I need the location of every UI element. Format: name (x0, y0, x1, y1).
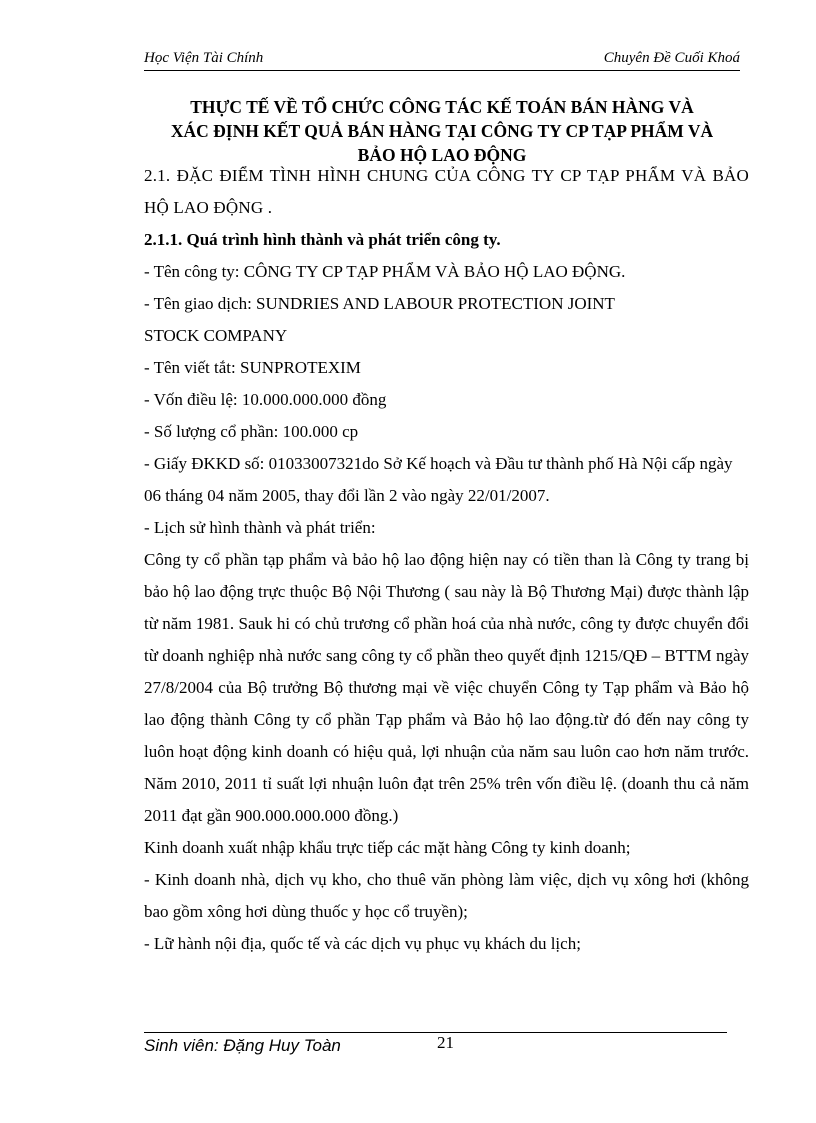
business-license-line: - Giấy ĐKKD số: 01033007321do Sở Kế hoạch và Đầu tư thành phố Hà Nội cấp ngày 06 tháng 04 năm 2005, thay đổi lần 2 vào ngày 22/01/2007. (144, 454, 733, 505)
page-header (144, 48, 740, 70)
page-number: 21 (437, 1033, 454, 1052)
business-line-1: Kinh doanh xuất nhập khẩu trực tiếp các mặt hàng Công ty kinh doanh; (144, 838, 631, 857)
charter-capital-line: - Vốn điều lệ: 10.000.000.000 đồng (144, 390, 387, 409)
subsection-heading: 2.1.1. Quá trình hình thành và phát triển công ty. (144, 230, 501, 249)
business-line-3: - Lữ hành nội địa, quốc tế và các dịch vụ phục vụ khách du lịch; (144, 934, 581, 953)
chapter-title-line-2: XÁC ĐỊNH KẾT QUẢ BÁN HÀNG TẠI CÔNG TY CP TẠP PHẨM VÀ (170, 121, 714, 141)
body-text (144, 160, 749, 960)
trade-name-line: - Tên giao dịch: SUNDRIES AND LABOUR PROTECTION JOINT STOCK COMPANY (144, 294, 615, 345)
chapter-title-line-1: THỰC TẾ VỀ TỔ CHỨC CÔNG TÁC KẾ TOÁN BÁN HÀNG VÀ (190, 97, 694, 117)
header-institution: Học Viện Tài Chính (144, 50, 264, 66)
shares-line: - Số lượng cổ phần: 100.000 cp (144, 422, 359, 441)
abbreviation-line: - Tên viết tắt: SUNPROTEXIM (144, 358, 361, 377)
footer-divider (144, 1032, 727, 1033)
footer-student-name: Sinh viên: Đặng Huy Toàn (144, 1036, 341, 1055)
header-divider (144, 70, 740, 71)
header-document-type: Chuyên Đề Cuối Khoá (603, 50, 740, 66)
chapter-title (144, 95, 740, 167)
business-line-2: - Kinh doanh nhà, dịch vụ kho, cho thuê văn phòng làm việc, dịch vụ xông hơi (không bao gồm xông hơi dùng thuốc y học cổ truyền); (144, 870, 749, 921)
history-paragraph: Công ty cổ phần tạp phẩm và bảo hộ lao động hiện nay có tiền than là Công ty trang bị bảo hộ lao động trực thuộc Bộ Nội Thương ( sau này là Bộ Thương Mại) được thành lập từ năm 1981. Sauk hi có chủ trương cổ phần hoá của nhà nước, công ty được chuyển đổi từ doanh nghiệp nhà nước sang công ty cổ phần theo quyết định 1215/QĐ – BTTM ngày 27/8/2004 của Bộ trưởng Bộ thương mại về việc chuyển Công ty Tạp phẩm và Bảo hộ lao động thành Công ty cổ phần Tạp phẩm và Bảo hộ lao động.từ đó đến nay công ty luôn hoạt động kinh doanh có hiệu quả, lợi nhuận của năm sau luôn cao hơn năm trước. Năm 2010, 2011 tỉ suất lợi nhuận luôn đạt trên 25% trên vốn điều lệ. (doanh thu cả năm 2011 đạt gần 900.000.000.000 đồng.) (144, 550, 749, 825)
section-heading: 2.1. ĐẶC ĐIỂM TÌNH HÌNH CHUNG CỦA CÔNG TY CP TẠP PHẨM VÀ BẢO HỘ LAO ĐỘNG . (144, 166, 749, 217)
chapter-title-line-3: BẢO HỘ LAO ĐỘNG (357, 145, 527, 165)
company-name-line: - Tên công ty: CÔNG TY CP TẠP PHẨM VÀ BẢO HỘ LAO ĐỘNG. (144, 262, 626, 281)
history-heading-line: - Lịch sử hình thành và phát triển: (144, 518, 376, 537)
